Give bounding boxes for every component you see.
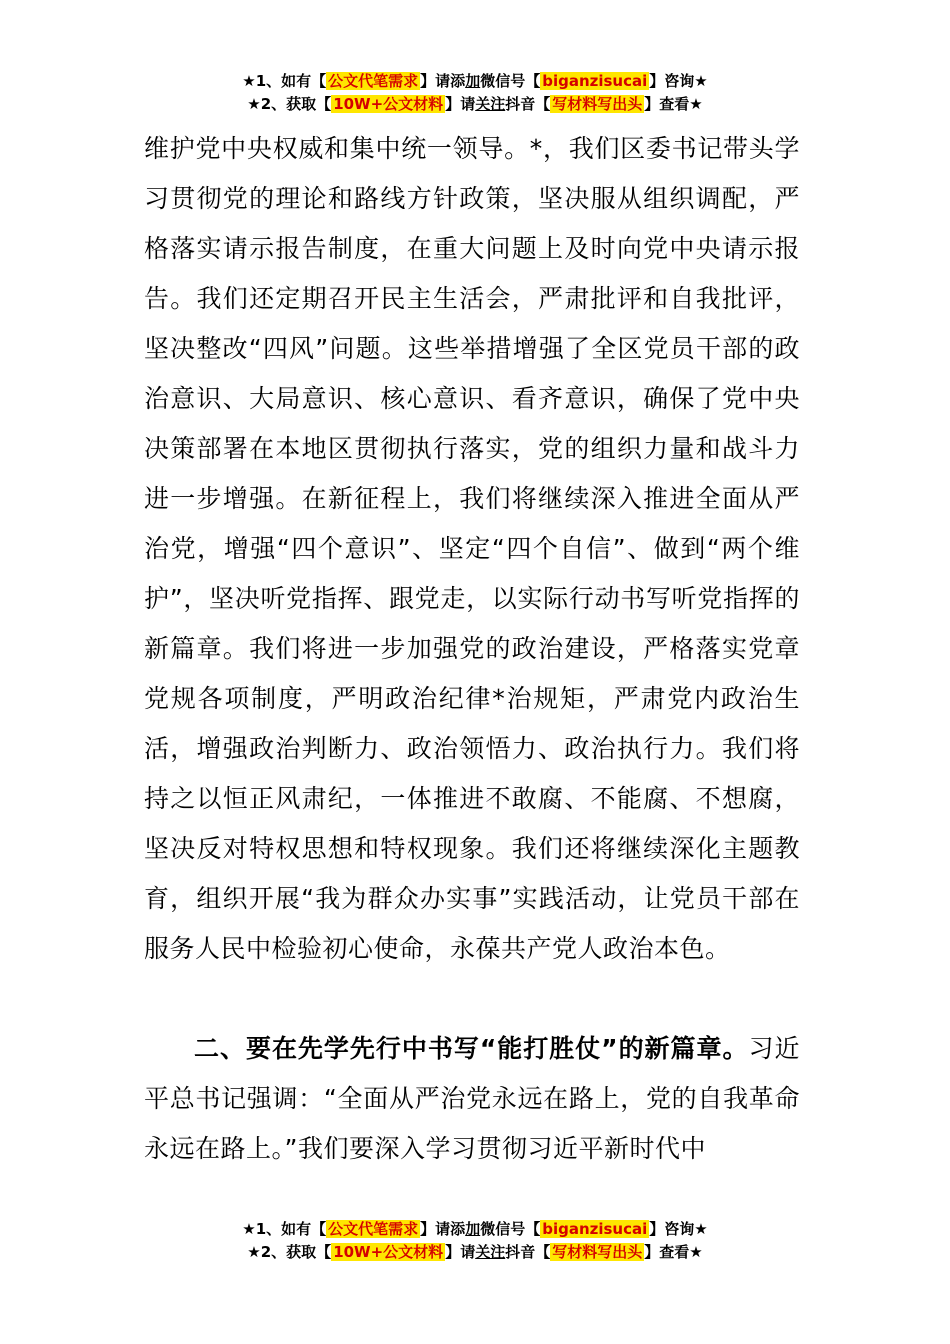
banner-line-1: ★1、如有【 公文代笔需求 】请添加微信号【 biganzisucai 】咨询★ bbox=[242, 72, 708, 90]
paragraph-2 bbox=[144, 1024, 800, 1174]
banner-line-2: ★2、获取【 10W+公文材料 】请关注抖音【 写材料写出头 】查看★ bbox=[247, 95, 703, 113]
highlight-materials: 10W+公文材料 bbox=[333, 1243, 444, 1261]
banner-line-1: ★1、如有【 公文代笔需求 】请添加微信号【 biganzisucai 】咨询★ bbox=[242, 1220, 708, 1238]
highlight-materials: 10W+公文材料 bbox=[333, 95, 444, 113]
highlight-wechat-id: biganzisucai bbox=[542, 72, 648, 90]
header-banner bbox=[0, 70, 950, 116]
banner-line-2: ★2、获取【 10W+公文材料 】请关注抖音【 写材料写出头 】查看★ bbox=[247, 1243, 703, 1261]
highlight-service: 公文代笔需求 bbox=[328, 1220, 419, 1238]
paragraph-2-text: 习近平总书记强调：“全面从严治党永远在路上，党的自我革命永远在路上。”我们要深入学习贯彻习近平新时代中 bbox=[144, 1034, 800, 1163]
highlight-service: 公文代笔需求 bbox=[328, 72, 419, 90]
highlight-douyin: 写材料写出头 bbox=[552, 1243, 643, 1261]
section-heading: 二、要在先学先行中书写“能打胜仗”的新篇章。 bbox=[194, 1034, 749, 1063]
highlight-wechat-id: biganzisucai bbox=[542, 1220, 648, 1238]
paragraph-1: 维护党中央权威和集中统一领导。*，我们区委书记带头学习贯彻党的理论和路线方针政策，坚决服从组织调配，严格落实请示报告制度，在重大问题上及时向党中央请示报告。我们还定期召开民主生活会，严肃批评和自我批评，坚决整改“四风”问题。这些举措增强了全区党员干部的政治意识、大局意识、核心意识、看齐意识，确保了党中央决策部署在本地区贯彻执行落实，党的组织力量和战斗力进一步增强。在新征程上，我们将继续深入推进全面从严治党，增强“四个意识”、坚定“四个自信”、做到“两个维护”，坚决听党指挥、跟党走，以实际行动书写听党指挥的新篇章。我们将进一步加强党的政治建设，严格落实党章党规各项制度，严明政治纪律*治规矩，严肃党内政治生活，增强政治判断力、政治领悟力、政治执行力。我们将持之以恒正风肃纪，一体推进不敢腐、不能腐、不想腐，坚决反对特权思想和特权现象。我们还将继续深化主题教育，组织开展“我为群众办实事”实践活动，让党员干部在服务人民中检验初心使命，永葆共产党人政治本色。 bbox=[144, 134, 800, 963]
highlight-douyin: 写材料写出头 bbox=[552, 95, 643, 113]
footer-banner bbox=[0, 1218, 950, 1264]
document-body bbox=[144, 124, 800, 1174]
